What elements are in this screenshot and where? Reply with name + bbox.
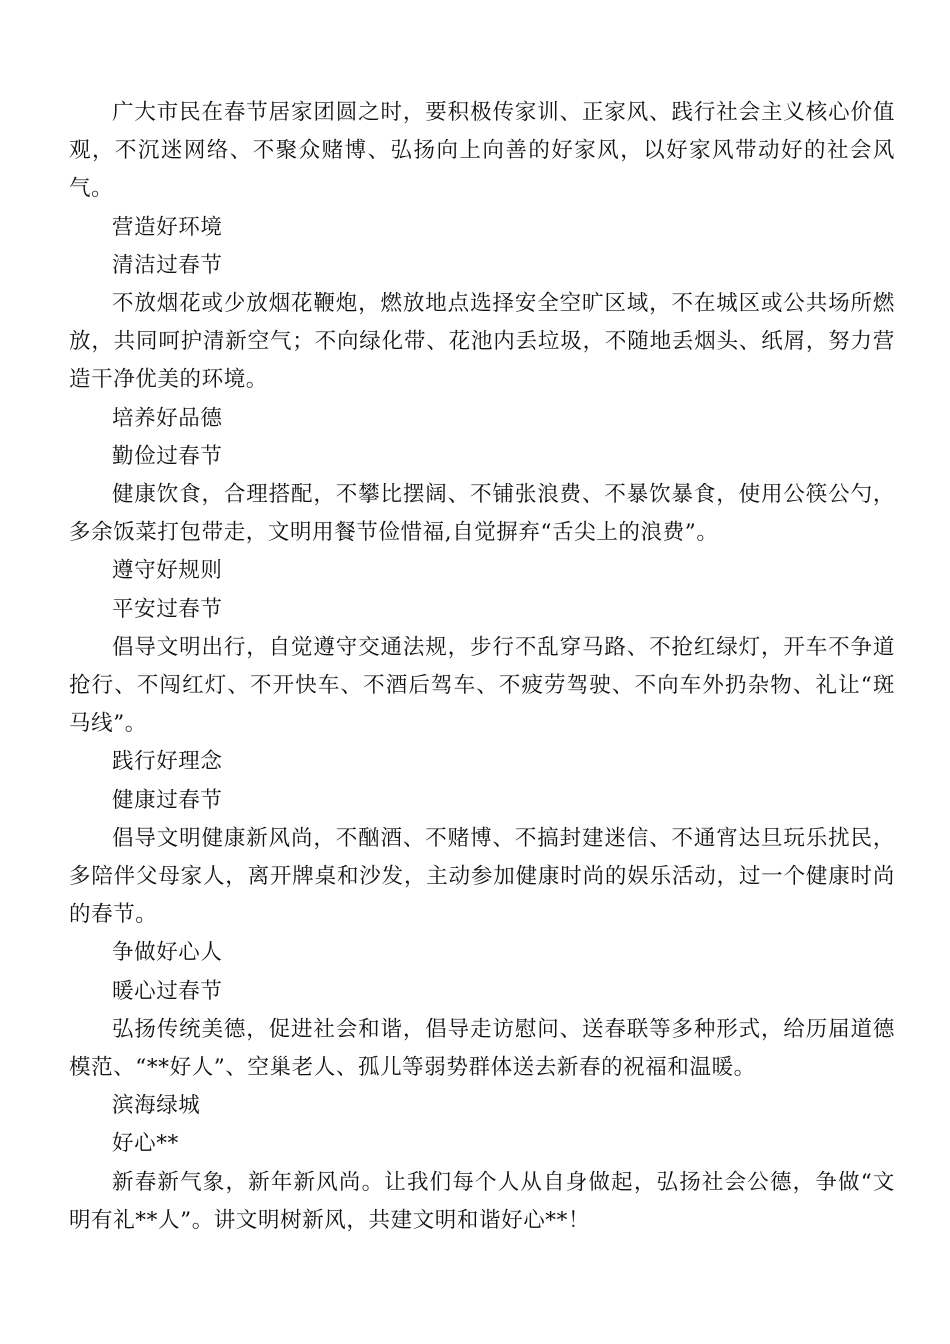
closing-subheading: 好心** <box>112 1131 179 1157</box>
section-paragraph: 健康饮食，合理搭配，不攀比摆阔、不铺张浪费、不暴饮暴食，使用公筷公勺，多余饭菜打包带走，文明用餐节俭惜福,自觉摒弃“舌尖上的浪费”。 <box>69 482 895 546</box>
section-heading: 遵守好规则 <box>112 558 223 584</box>
section-heading: 践行好理念 <box>112 749 223 775</box>
section-subheading: 平安过春节 <box>112 596 223 622</box>
closing-heading: 滨海绿城 <box>112 1093 201 1119</box>
section-paragraph: 倡导文明健康新风尚，不酗酒、不赌博、不搞封建迷信、不通宵达旦玩乐扰民，多陪伴父母家人，离开牌桌和沙发，主动参加健康时尚的娱乐活动，过一个健康时尚的春节。 <box>69 825 895 928</box>
section-subheading: 清洁过春节 <box>112 252 223 278</box>
section-paragraph: 弘扬传统美德，促进社会和谐，倡导走访慰问、送春联等多种形式，给历届道德模范、“**好人”、空巢老人、孤儿等弱势群体送去新春的祝福和温暖。 <box>69 1016 895 1081</box>
section-subheading: 健康过春节 <box>112 787 223 813</box>
document-body <box>69 94 895 1240</box>
section-heading: 培养好品德 <box>112 405 223 431</box>
section-heading: 营造好环境 <box>112 214 223 240</box>
section-paragraph: 倡导文明出行，自觉遵守交通法规，步行不乱穿马路、不抢红绿灯，开车不争道抢行、不闯红灯、不开快车、不酒后驾车、不疲劳驾驶、不向车外扔杂物、礼让“斑马线”。 <box>69 634 895 737</box>
intro-paragraph: 广大市民在春节居家团圆之时，要积极传家训、正家风、践行社会主义核心价值观，不沉迷网络、不聚众赌博、弘扬向上向善的好家风，以好家风带动好的社会风气。 <box>69 100 895 202</box>
section-subheading: 暖心过春节 <box>112 978 223 1004</box>
section-subheading: 勤俭过春节 <box>112 443 223 469</box>
closing-paragraph: 新春新气象，新年新风尚。让我们每个人从自身做起，弘扬社会公德，争做“文明有礼**人”。讲文明树新风，共建文明和谐好心**！ <box>69 1169 895 1233</box>
section-paragraph: 不放烟花或少放烟花鞭炮，燃放地点选择安全空旷区域，不在城区或公共场所燃放，共同呵护清新空气；不向绿化带、花池内丢垃圾，不随地丢烟头、纸屑，努力营造干净优美的环境。 <box>69 291 895 393</box>
section-heading: 争做好心人 <box>112 940 223 966</box>
